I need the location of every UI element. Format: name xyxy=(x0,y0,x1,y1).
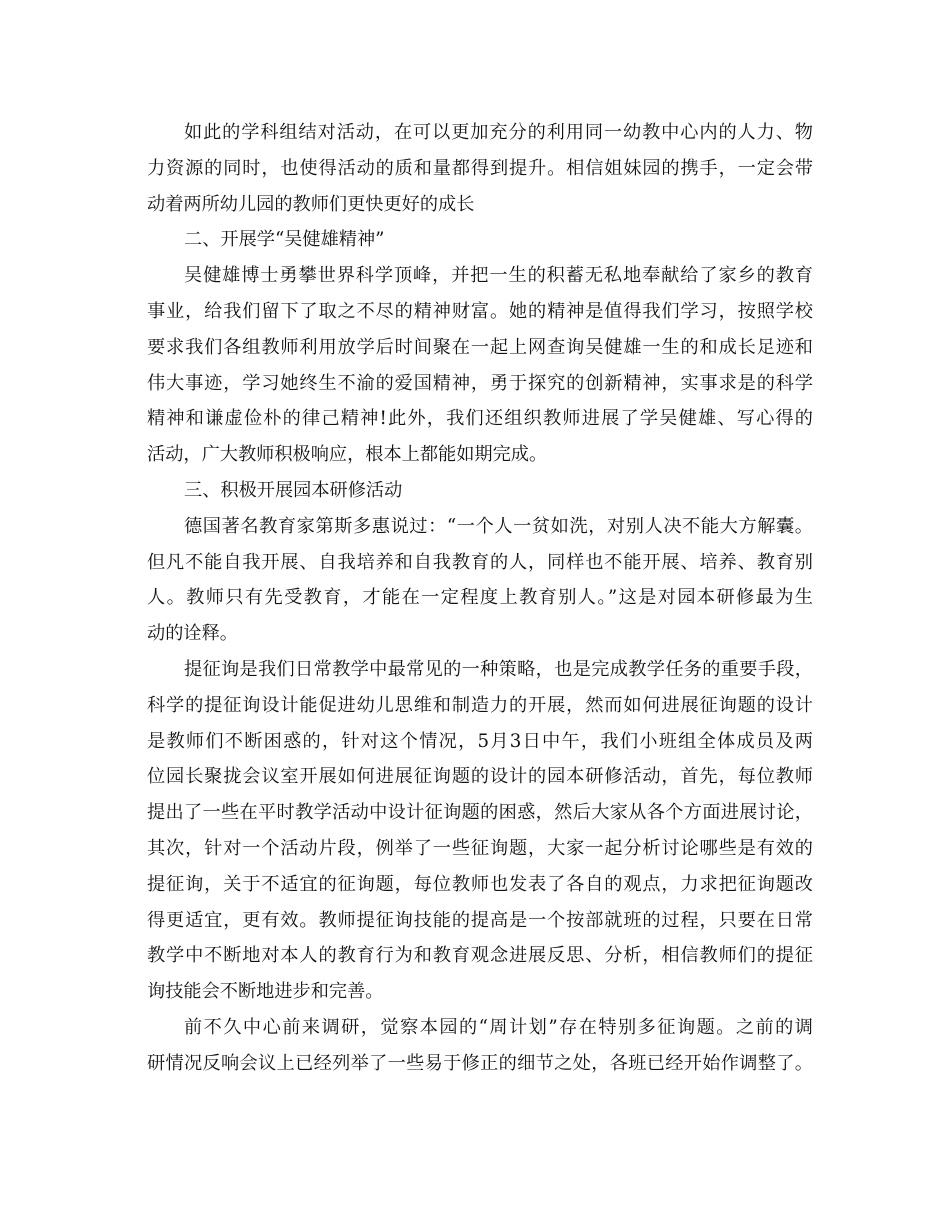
text-line: 人。教师只有先受教育，才能在一定程度上教育别人。”这是对园本研修最为生 xyxy=(147,587,813,609)
text-line: 位园长聚拢会议室开展如何进展征询题的设计的园本研修活动，首先，每位教师 xyxy=(147,766,813,788)
text-line: 活动，广大教师积极响应，根本上都能如期完成。 xyxy=(147,444,548,466)
text-line: 其次，针对一个活动片段，例举了一些征询题，大家一起分析讨论哪些是有效的 xyxy=(147,837,813,859)
section-heading: 三、积极开展园本研修活动 xyxy=(184,479,403,501)
text-line: 提征询是我们日常教学中最常见的一种策略，也是完成教学任务的重要手段， xyxy=(184,658,813,680)
text-line: 事业，给我们留下了取之不尽的精神财富。她的精神是值得我们学习，按照学校 xyxy=(147,300,813,322)
text-line: 得更适宜，更有效。教师提征询技能的提高是一个按部就班的过程，只要在日常 xyxy=(147,909,813,931)
section-heading: 二、开展学“吴健雄精神” xyxy=(184,229,385,251)
text-line: 科学的提征询设计能促进幼儿思维和制造力的开展，然而如何进展征询题的设计 xyxy=(147,694,813,716)
text-line: 教学中不断地对本人的教育行为和教育观念进展反思、分析，相信教师们的提征 xyxy=(147,945,813,967)
paragraph xyxy=(147,258,813,473)
text-line: 精神和谦虚俭朴的律己精神!此外，我们还组织教师进展了学吴健雄、写心得的 xyxy=(147,408,813,430)
text-line: 要求我们各组教师利用放学后时间聚在一起上网查询吴健雄一生的和成长足迹和 xyxy=(147,336,813,358)
text-line: 研情况反响会议上已经列举了一些易于修正的细节之处，各班已经开始作调整了。 xyxy=(147,1052,813,1074)
text-line: 动的诠释。 xyxy=(147,623,238,645)
text-line: 如此的学科组结对活动，在可以更加充分的利用同一幼教中心内的人力、物 xyxy=(184,122,813,143)
text-line: 动着两所幼儿园的教师们更快更好的成长 xyxy=(147,193,475,215)
paragraph-intro xyxy=(147,115,813,222)
text-line: 询技能会不断地进步和完善。 xyxy=(147,981,384,1003)
text-line: 提出了一些在平时教学活动中设计征询题的困惑，然后大家从各个方面进展讨论， xyxy=(147,802,813,824)
text-line: 伟大事迹，学习她终生不渝的爱国精神，勇于探究的创新精神，实事求是的科学 xyxy=(147,372,813,394)
paragraph xyxy=(147,509,813,652)
text-line: 但凡不能自我开展、自我培养和自我教育的人，同样也不能开展、培养、教育别 xyxy=(147,551,813,573)
text-line: 德国著名教育家第斯多惠说过：“一个人一贫如洗，对别人决不能大方解囊。 xyxy=(184,515,813,537)
paragraph xyxy=(147,1010,813,1082)
text-line: 前不久中心前来调研，觉察本园的“周计划”存在特别多征询题。之前的调 xyxy=(184,1016,813,1038)
paragraph xyxy=(147,652,813,1010)
text-line: 提征询，关于不适宜的征询题，每位教师也发表了各自的观点，力求把征询题改 xyxy=(147,873,813,895)
text-line: 是教师们不断困惑的，针对这个情况，5月3日中午，我们小班组全体成员及两 xyxy=(147,730,813,752)
text-line: 吴健雄博士勇攀世界科学顶峰，并把一生的积蓄无私地奉献给了家乡的教育 xyxy=(184,265,813,287)
document-body xyxy=(147,115,813,1082)
text-line: 力资源的同时，也使得活动的质和量都得到提升。相信姐妹园的携手，一定会带 xyxy=(147,157,813,179)
